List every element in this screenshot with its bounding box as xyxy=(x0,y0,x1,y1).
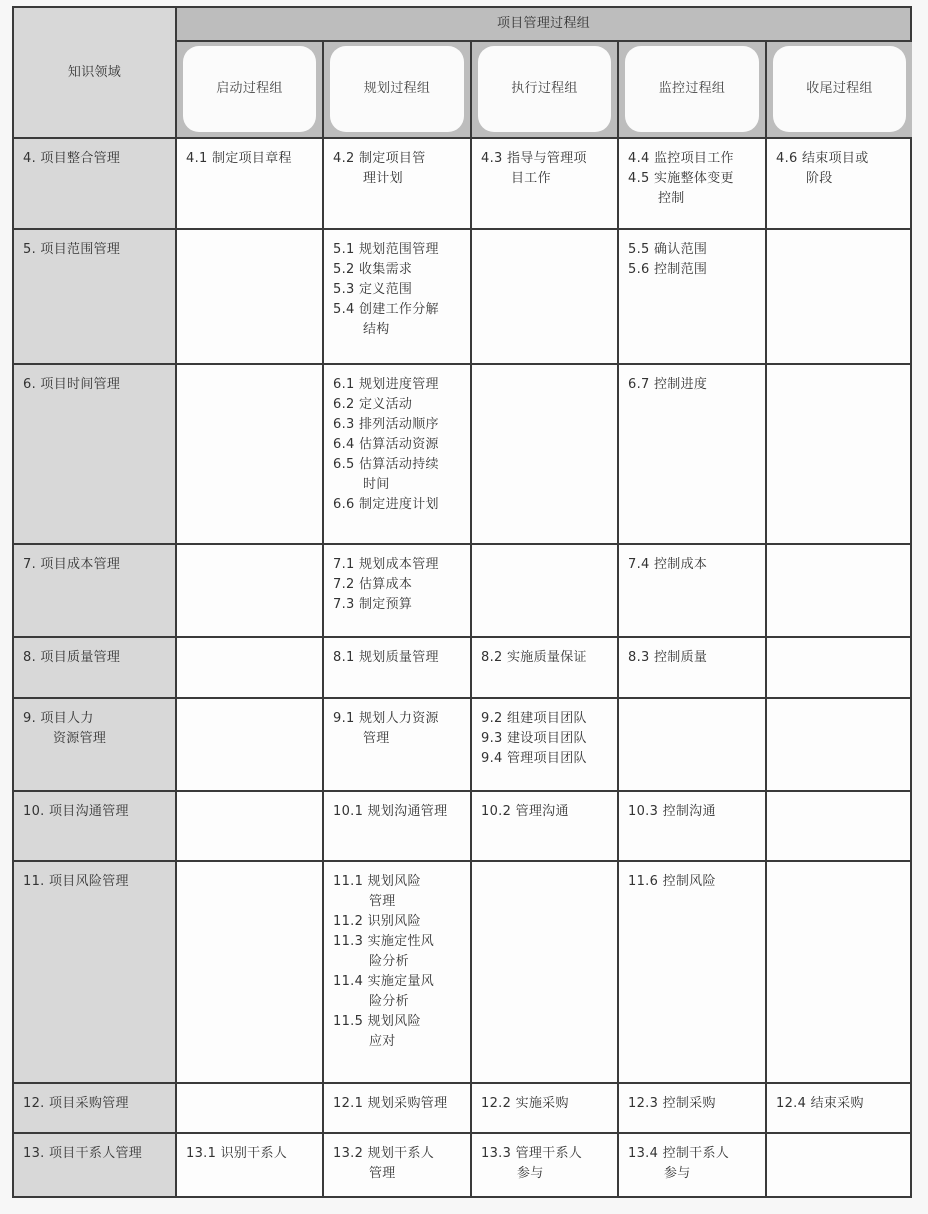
process-cell-initiating xyxy=(177,862,324,1084)
header-knowledge-area xyxy=(14,8,177,139)
process-item: 管理 xyxy=(369,894,396,909)
process-item: 参与 xyxy=(664,1166,691,1181)
process-item: 管理 xyxy=(363,731,390,746)
process-cell-monitoring xyxy=(619,139,767,230)
process-cell-monitoring xyxy=(619,699,767,792)
process-item: 12.1 规划采购管理 xyxy=(333,1096,448,1111)
process-item: 应对 xyxy=(369,1034,396,1049)
knowledge-area-name: 8. 项目质量管理 xyxy=(23,650,121,665)
process-cell-executing xyxy=(472,1084,619,1134)
process-item: 12.4 结束采购 xyxy=(776,1096,864,1111)
process-item: 13.4 控制干系人 xyxy=(628,1146,730,1161)
process-cell-planning xyxy=(324,139,472,230)
knowledge-area-name: 7. 项目成本管理 xyxy=(23,557,121,572)
knowledge-area-cell xyxy=(14,545,177,638)
process-item: 6.3 排列活动顺序 xyxy=(333,417,439,432)
process-cell-planning xyxy=(324,638,472,699)
process-groups-label: 项目管理过程组 xyxy=(496,16,591,31)
process-item: 控制 xyxy=(658,191,685,206)
process-item: 目工作 xyxy=(511,171,551,186)
process-cell-executing xyxy=(472,365,619,545)
process-item: 6.4 估算活动资源 xyxy=(333,437,439,452)
process-item: 阶段 xyxy=(806,171,833,186)
knowledge-area-name: 12. 项目采购管理 xyxy=(23,1096,129,1111)
process-item: 4.6 结束项目或 xyxy=(776,151,869,166)
process-cell-planning xyxy=(324,699,472,792)
process-cell-monitoring xyxy=(619,1134,767,1196)
process-item: 9.1 规划人力资源 xyxy=(333,711,439,726)
process-group-label: 收尾过程组 xyxy=(806,81,873,96)
knowledge-area-name: 10. 项目沟通管理 xyxy=(23,804,129,819)
process-item: 9.2 组建项目团队 xyxy=(481,711,587,726)
process-cell-executing xyxy=(472,139,619,230)
header-closing xyxy=(767,42,912,139)
process-item: 4.4 监控项目工作 xyxy=(628,151,734,166)
process-item: 10.2 管理沟通 xyxy=(481,804,569,819)
header-initiating xyxy=(177,42,324,139)
process-cell-initiating xyxy=(177,638,324,699)
process-cell-initiating xyxy=(177,699,324,792)
process-item: 9.4 管理项目团队 xyxy=(481,751,587,766)
process-item: 11.2 识别风险 xyxy=(333,914,421,929)
knowledge-area-cell xyxy=(14,1134,177,1196)
knowledge-area-name: 4. 项目整合管理 xyxy=(23,151,121,166)
knowledge-area-name: 资源管理 xyxy=(53,731,107,746)
process-item: 4.3 指导与管理项 xyxy=(481,151,587,166)
process-group-pill xyxy=(625,46,759,132)
process-item: 8.2 实施质量保证 xyxy=(481,650,587,665)
process-item: 11.5 规划风险 xyxy=(333,1014,421,1029)
knowledge-area-cell xyxy=(14,139,177,230)
header-monitoring xyxy=(619,42,767,139)
header-process-groups xyxy=(177,8,912,42)
process-cell-monitoring xyxy=(619,230,767,365)
process-cell-closing xyxy=(767,638,912,699)
process-item: 结构 xyxy=(363,322,390,337)
process-cell-monitoring xyxy=(619,545,767,638)
process-item: 12.2 实施采购 xyxy=(481,1096,569,1111)
process-item: 8.1 规划质量管理 xyxy=(333,650,439,665)
process-item: 6.5 估算活动持续 xyxy=(333,457,439,472)
process-cell-initiating xyxy=(177,139,324,230)
process-item: 4.1 制定项目章程 xyxy=(186,151,292,166)
knowledge-area-label: 知识领域 xyxy=(67,64,122,80)
process-item: 4.5 实施整体变更 xyxy=(628,171,734,186)
process-item: 13.2 规划干系人 xyxy=(333,1146,435,1161)
knowledge-area-name: 13. 项目干系人管理 xyxy=(23,1146,143,1161)
process-cell-closing xyxy=(767,862,912,1084)
process-cell-initiating xyxy=(177,1134,324,1196)
knowledge-area-cell xyxy=(14,792,177,862)
process-cell-initiating xyxy=(177,545,324,638)
process-cell-initiating xyxy=(177,792,324,862)
process-knowledge-table xyxy=(12,6,912,1198)
process-item: 理计划 xyxy=(363,171,403,186)
process-item: 13.3 管理干系人 xyxy=(481,1146,583,1161)
knowledge-area-cell xyxy=(14,638,177,699)
process-cell-executing xyxy=(472,230,619,365)
process-cell-planning xyxy=(324,230,472,365)
process-item: 5.6 控制范围 xyxy=(628,262,708,277)
process-cell-closing xyxy=(767,1084,912,1134)
process-item: 10.3 控制沟通 xyxy=(628,804,716,819)
process-item: 11.4 实施定量风 xyxy=(333,974,435,989)
process-item: 11.1 规划风险 xyxy=(333,874,421,889)
process-cell-executing xyxy=(472,1134,619,1196)
process-cell-closing xyxy=(767,545,912,638)
process-group-label: 启动过程组 xyxy=(216,81,283,96)
process-cell-initiating xyxy=(177,230,324,365)
process-cell-closing xyxy=(767,230,912,365)
process-cell-monitoring xyxy=(619,792,767,862)
process-cell-executing xyxy=(472,545,619,638)
process-item: 11.3 实施定性风 xyxy=(333,934,435,949)
process-group-pill xyxy=(773,46,906,132)
process-cell-planning xyxy=(324,1084,472,1134)
process-item: 险分析 xyxy=(369,994,409,1009)
process-item: 管理 xyxy=(369,1166,396,1181)
process-cell-executing xyxy=(472,862,619,1084)
process-cell-executing xyxy=(472,792,619,862)
process-item: 5.5 确认范围 xyxy=(628,242,708,257)
process-item: 6.1 规划进度管理 xyxy=(333,377,439,392)
process-cell-initiating xyxy=(177,1084,324,1134)
process-item: 7.1 规划成本管理 xyxy=(333,557,439,572)
knowledge-area-cell xyxy=(14,230,177,365)
knowledge-area-name: 9. 项目人力 xyxy=(23,711,94,726)
process-item: 10.1 规划沟通管理 xyxy=(333,804,448,819)
process-cell-monitoring xyxy=(619,365,767,545)
knowledge-area-name: 11. 项目风险管理 xyxy=(23,874,129,889)
process-item: 13.1 识别干系人 xyxy=(186,1146,288,1161)
process-cell-executing xyxy=(472,699,619,792)
process-item: 5.1 规划范围管理 xyxy=(333,242,439,257)
process-cell-closing xyxy=(767,1134,912,1196)
process-cell-planning xyxy=(324,365,472,545)
knowledge-area-name: 5. 项目范围管理 xyxy=(23,242,121,257)
process-cell-closing xyxy=(767,365,912,545)
process-group-label: 监控过程组 xyxy=(658,81,726,96)
process-item: 7.3 制定预算 xyxy=(333,597,413,612)
process-cell-planning xyxy=(324,1134,472,1196)
knowledge-area-cell xyxy=(14,1084,177,1134)
process-item: 6.6 制定进度计划 xyxy=(333,497,439,512)
process-item: 5.4 创建工作分解 xyxy=(333,302,439,317)
process-item: 5.2 收集需求 xyxy=(333,262,413,277)
process-group-pill xyxy=(478,46,611,132)
process-cell-closing xyxy=(767,699,912,792)
knowledge-area-cell xyxy=(14,699,177,792)
process-cell-monitoring xyxy=(619,638,767,699)
process-group-pill xyxy=(183,46,316,132)
process-item: 11.6 控制风险 xyxy=(628,874,716,889)
process-cell-planning xyxy=(324,792,472,862)
process-cell-planning xyxy=(324,545,472,638)
process-item: 时间 xyxy=(363,477,390,492)
process-cell-executing xyxy=(472,638,619,699)
process-item: 险分析 xyxy=(369,954,409,969)
process-item: 9.3 建设项目团队 xyxy=(481,731,587,746)
knowledge-area-name: 6. 项目时间管理 xyxy=(23,377,121,392)
header-planning xyxy=(324,42,472,139)
process-cell-closing xyxy=(767,139,912,230)
process-cell-monitoring xyxy=(619,862,767,1084)
process-item: 6.7 控制进度 xyxy=(628,377,708,392)
process-item: 6.2 定义活动 xyxy=(333,397,413,412)
process-item: 12.3 控制采购 xyxy=(628,1096,716,1111)
process-group-label: 执行过程组 xyxy=(511,81,578,96)
knowledge-area-cell xyxy=(14,862,177,1084)
process-cell-closing xyxy=(767,792,912,862)
process-cell-initiating xyxy=(177,365,324,545)
process-item: 7.2 估算成本 xyxy=(333,577,413,592)
process-item: 5.3 定义范围 xyxy=(333,282,413,297)
process-item: 8.3 控制质量 xyxy=(628,650,708,665)
process-group-pill xyxy=(330,46,464,132)
process-item: 4.2 制定项目管 xyxy=(333,151,426,166)
process-group-label: 规划过程组 xyxy=(363,81,431,96)
process-cell-monitoring xyxy=(619,1084,767,1134)
process-item: 7.4 控制成本 xyxy=(628,557,708,572)
knowledge-area-cell xyxy=(14,365,177,545)
process-item: 参与 xyxy=(517,1166,544,1181)
process-cell-planning xyxy=(324,862,472,1084)
header-executing xyxy=(472,42,619,139)
